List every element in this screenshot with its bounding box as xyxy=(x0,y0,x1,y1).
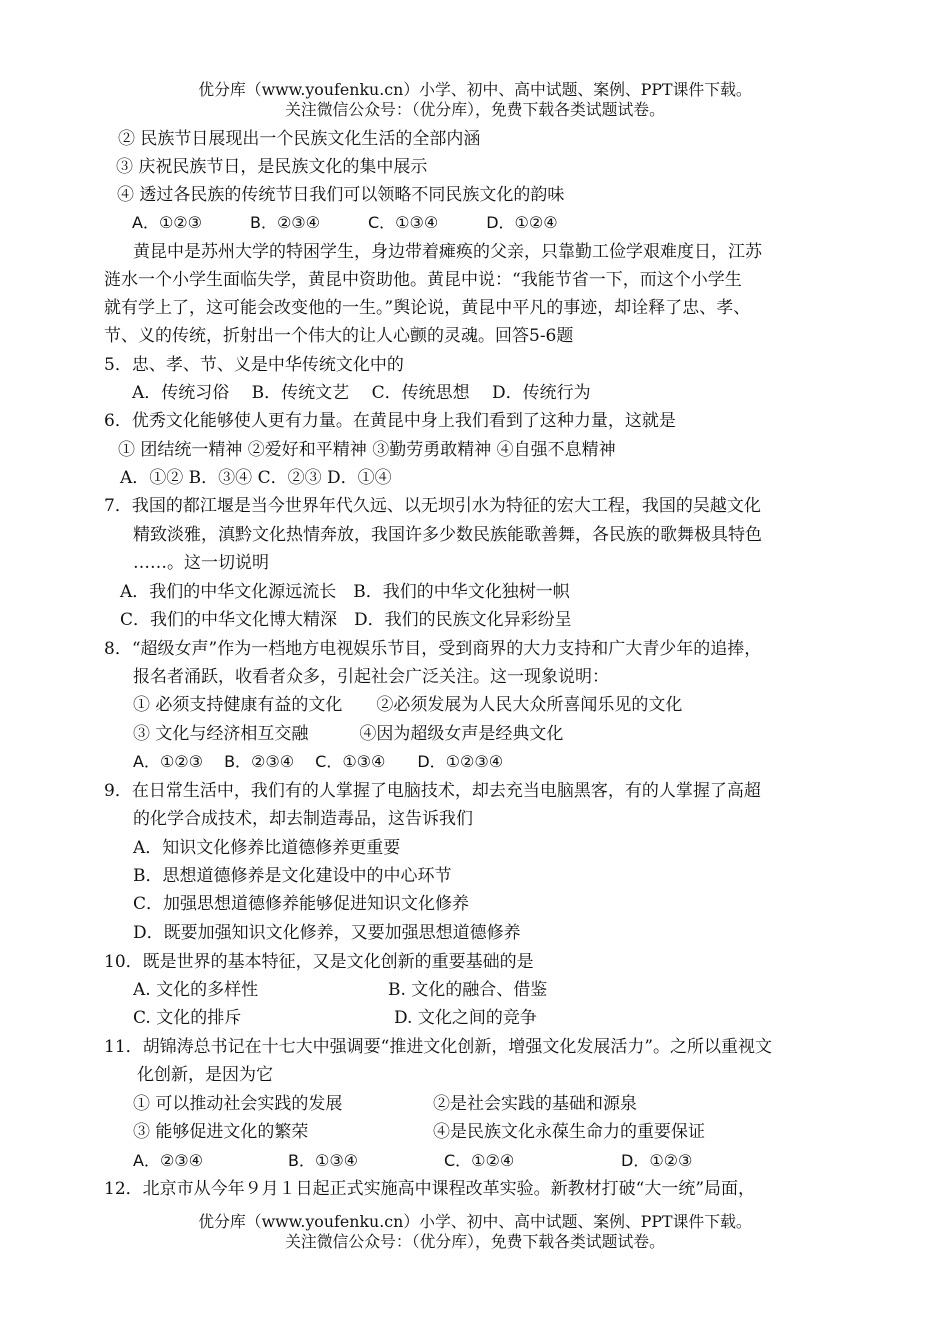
q9-line-1: 9．在日常生活中，我们有的人掌握了电脑技术，却去充当电脑黑客，有的人掌握了高超 xyxy=(104,781,761,801)
q10-option-b: B. 文化的融合、借鉴 xyxy=(388,980,548,1000)
q12-line-1: 12．北京市从今年９月１日起正式实施高中课程改革实验。新教材打破“大一统”局面， xyxy=(104,1179,756,1199)
q9-line-2: 的化学合成技术，却去制造毒品，这告诉我们 xyxy=(133,809,473,829)
q8-options: A．①②③ B．②③④ C．①③④ D．①②③④ xyxy=(133,752,504,771)
header-line-2: 关注微信公众号：（优分库），免费下载各类试题试卷。 xyxy=(285,100,665,119)
q6-stem: 6．优秀文化能够使人更有力量。在黄昆中身上我们看到了这种力量，这就是 xyxy=(104,411,676,431)
q10-option-d: D. 文化之间的竞争 xyxy=(394,1008,537,1028)
q11-item-2: ②是社会实践的基础和源泉 xyxy=(433,1094,637,1114)
q4-statement-2: ② 民族节日展现出一个民族文化生活的全部内涵 xyxy=(118,129,481,149)
passage-line-2: 涟水一个小学生面临失学，黄昆中资助他。黄昆中说：“我能节省一下，而这个小学生 xyxy=(104,270,742,290)
q5-options: A．传统习俗 B．传统文艺 C．传统思想 D．传统行为 xyxy=(132,383,591,403)
passage-line-4: 节、义的传统，折射出一个伟大的让人心颤的灵魂。回答5-6题 xyxy=(104,326,574,346)
passage-line-1: 黄昆中是苏州大学的特困学生，身边带着瘫痪的父亲，只靠勤工俭学艰难度日，江苏 xyxy=(133,242,762,262)
q8-items-12: ① 必须支持健康有益的文化 ②必须发展为人民大众所喜闻乐见的文化 xyxy=(133,695,683,715)
q10-option-a: A. 文化的多样性 xyxy=(133,980,259,1000)
q8-line-2: 报名者涌跃，收看者众多，引起社会广泛关注。这一现象说明： xyxy=(133,667,609,687)
q5-stem: 5．忠、孝、节、义是中华传统文化中的 xyxy=(104,355,404,375)
q11-option-a: A．②③④ xyxy=(133,1151,203,1170)
q8-items-34: ③ 文化与经济相互交融 ④因为超级女声是经典文化 xyxy=(133,724,564,744)
q4-statement-4: ④ 透过各民族的传统节日我们可以领略不同民族文化的韵味 xyxy=(117,185,565,205)
q11-line-1: 11．胡锦涛总书记在十七大中强调要“推进文化创新，增强文化发展活力”。之所以重视文 xyxy=(104,1037,773,1057)
q9-option-a: A．知识文化修养比道德修养更重要 xyxy=(133,838,401,858)
q7-options-cd: C．我们的中华文化博大精深 D．我们的民族文化异彩纷呈 xyxy=(120,610,572,630)
q7-options-ab: A．我们的中华文化源远流长 B．我们的中华文化独树一帜 xyxy=(120,582,570,602)
q11-item-4: ④是民族文化永葆生命力的重要保证 xyxy=(433,1122,705,1142)
q7-line-2: 精致淡雅，滇黔文化热情奔放，我国许多少数民族能歌善舞，各民族的歌舞极具特色 xyxy=(133,525,762,545)
q10-option-c: C. 文化的排斥 xyxy=(133,1008,242,1028)
q11-item-1: ① 可以推动社会实践的发展 xyxy=(133,1094,343,1114)
q11-option-d: D．①②③ xyxy=(621,1151,693,1170)
q9-option-d: D．既要加强知识文化修养，又要加强思想道德修养 xyxy=(133,923,521,943)
footer-line-1: 优分库（www.youfenku.cn）小学、初中、高中试题、案例、PPT课件下载。 xyxy=(198,1212,752,1231)
passage-line-3: 就有学上了，这可能会改变他的一生。”舆论说，黄昆中平凡的事迹，却诠释了忠、孝、 xyxy=(104,298,751,318)
q10-stem: 10．既是世界的基本特征，又是文化创新的重要基础的是 xyxy=(104,952,534,972)
q4-options: A．①②③ B．②③④ C．①③④ D．①②④ xyxy=(132,213,558,232)
q9-option-c: C．加强思想道德修养能够促进知识文化修养 xyxy=(133,894,470,914)
q11-line-2: 化创新，是因为它 xyxy=(137,1065,273,1085)
q8-line-1: 8．“超级女声”作为一档地方电视娱乐节目，受到商界的大力支持和广大青少年的追捧， xyxy=(104,639,762,659)
q7-line-3: ……。这一切说明 xyxy=(133,553,269,573)
q4-statement-3: ③ 庆祝民族节日，是民族文化的集中展示 xyxy=(116,157,428,177)
header-line-1: 优分库（www.youfenku.cn）小学、初中、高中试题、案例、PPT课件下载。 xyxy=(198,80,752,99)
q11-option-b: B．①③④ xyxy=(288,1151,359,1170)
q6-options: A．①② B．③④ C．②③ D．①④ xyxy=(120,468,392,488)
q11-item-3: ③ 能够促进文化的繁荣 xyxy=(133,1122,309,1142)
q6-items: ① 团结统一精神 ②爱好和平精神 ③勤劳勇敢精神 ④自强不息精神 xyxy=(118,440,616,460)
q9-option-b: B．思想道德修养是文化建设中的中心环节 xyxy=(133,866,452,886)
footer-line-2: 关注微信公众号：（优分库），免费下载各类试题试卷。 xyxy=(285,1232,665,1251)
q7-line-1: 7．我国的都江堰是当今世界年代久远、以无坝引水为特征的宏大工程，我国的吴越文化 xyxy=(104,496,761,516)
q11-option-c: C．①②④ xyxy=(444,1151,515,1170)
